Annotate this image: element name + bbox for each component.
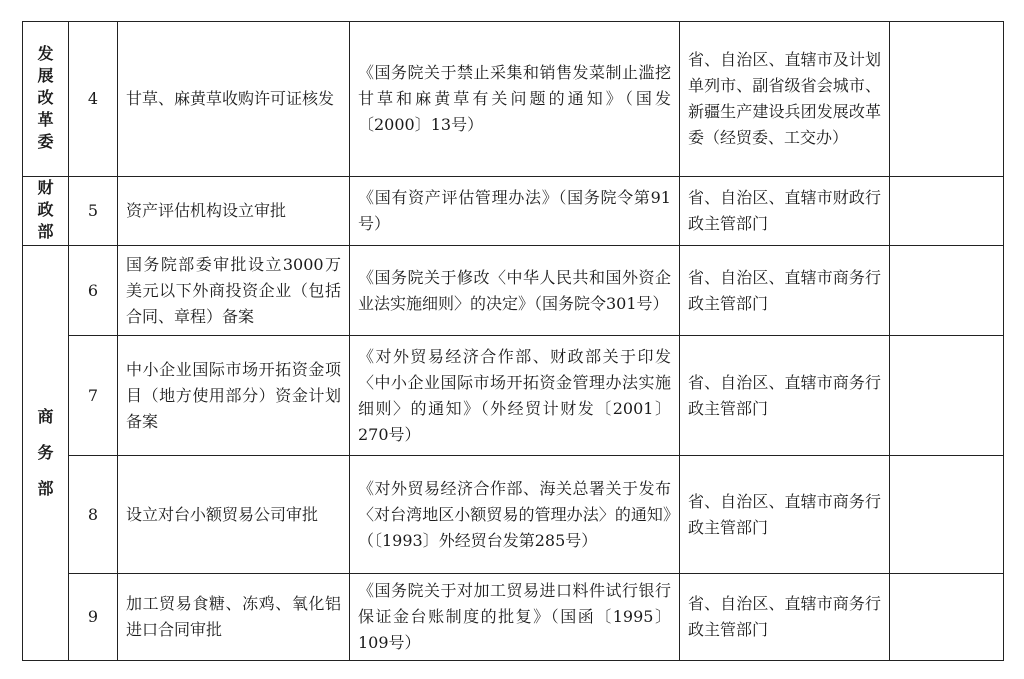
legal-basis: 《国务院关于对加工贸易进口料件试行银行保证金台账制度的批复》（国函〔1995〕109号）: [350, 574, 680, 661]
dept-cell: [23, 246, 69, 661]
remarks-cell: [890, 177, 1004, 246]
approval-items-table: [22, 21, 1004, 661]
dept-cell: [23, 177, 69, 246]
implementing-authority: 省、自治区、直辖市商务行政主管部门: [680, 336, 890, 456]
table-row: [23, 336, 1004, 456]
item-name: 设立对台小额贸易公司审批: [118, 456, 350, 574]
remarks-cell: [890, 574, 1004, 661]
table-row: [23, 177, 1004, 246]
legal-basis: 《对外贸易经济合作部、海关总署关于发布〈对台湾地区小额贸易的管理办法〉的通知》（〔1993〕外经贸台发第285号）: [350, 456, 680, 574]
dept-cell: [23, 22, 69, 177]
item-name: 加工贸易食糖、冻鸡、氧化铝进口合同审批: [118, 574, 350, 661]
table-row: [23, 246, 1004, 336]
implementing-authority: 省、自治区、直辖市及计划单列市、副省级省会城市、新疆生产建设兵团发展改革委（经贸委、工交办）: [680, 22, 890, 177]
dept-label: 发展改革委: [37, 44, 54, 151]
dept-label: 财政部: [37, 178, 54, 241]
remarks-cell: [890, 22, 1004, 177]
implementing-authority: 省、自治区、直辖市商务行政主管部门: [680, 574, 890, 661]
legal-basis: 《国务院关于禁止采集和销售发菜制止滥挖甘草和麻黄草有关问题的通知》（国发〔2000〕13号）: [350, 22, 680, 177]
table-row: [23, 22, 1004, 177]
table-row: [23, 456, 1004, 574]
item-number: 8: [69, 456, 118, 574]
remarks-cell: [890, 246, 1004, 336]
legal-basis: 《国有资产评估管理办法》（国务院令第91号）: [350, 177, 680, 246]
table-row: [23, 574, 1004, 661]
item-name: 中小企业国际市场开拓资金项目（地方使用部分）资金计划备案: [118, 336, 350, 456]
document-page: [22, 21, 1004, 661]
item-number: 7: [69, 336, 118, 456]
dept-label: 商务部: [37, 407, 54, 498]
implementing-authority: 省、自治区、直辖市商务行政主管部门: [680, 456, 890, 574]
implementing-authority: 省、自治区、直辖市商务行政主管部门: [680, 246, 890, 336]
remarks-cell: [890, 336, 1004, 456]
legal-basis: 《对外贸易经济合作部、财政部关于印发〈中小企业国际市场开拓资金管理办法实施细则〉的通知》（外经贸计财发〔2001〕270号）: [350, 336, 680, 456]
item-number: 9: [69, 574, 118, 661]
legal-basis: 《国务院关于修改〈中华人民共和国外资企业法实施细则〉的决定》（国务院令301号）: [350, 246, 680, 336]
item-number: 4: [69, 22, 118, 177]
implementing-authority: 省、自治区、直辖市财政行政主管部门: [680, 177, 890, 246]
item-name: 资产评估机构设立审批: [118, 177, 350, 246]
item-number: 6: [69, 246, 118, 336]
item-name: 甘草、麻黄草收购许可证核发: [118, 22, 350, 177]
item-number: 5: [69, 177, 118, 246]
item-name: 国务院部委审批设立3000万美元以下外商投资企业（包括合同、章程）备案: [118, 246, 350, 336]
remarks-cell: [890, 456, 1004, 574]
